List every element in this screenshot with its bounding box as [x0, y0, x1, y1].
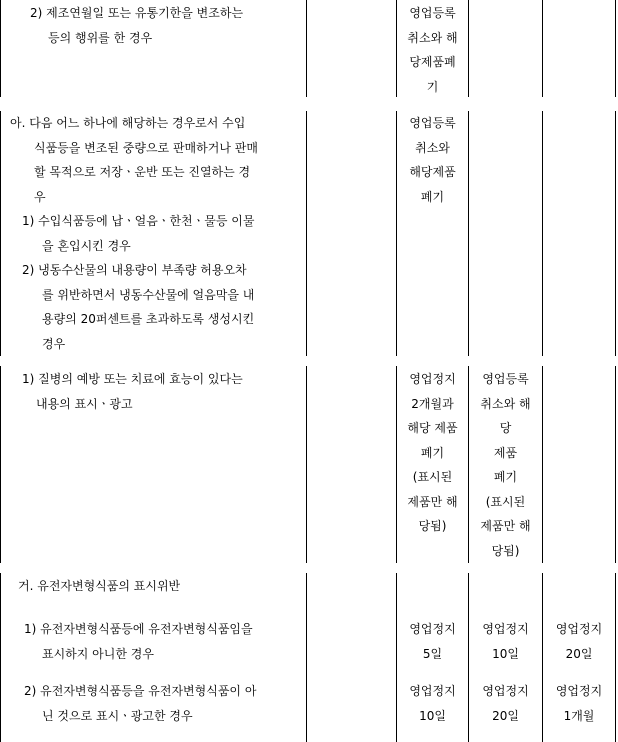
description-line: 할 목적으로 저장ㆍ운반 또는 진열하는 경: [34, 165, 251, 179]
description-line: 경우: [42, 336, 66, 351]
table-row: [0, 679, 618, 729]
table-row: [0, 617, 618, 667]
violation-description: [0, 679, 306, 728]
description-line: 2) 냉동수산물의 내용량이 부족량 허용오차: [22, 263, 247, 277]
penalty-line: 폐기: [420, 445, 445, 460]
penalty-line: 당됨): [491, 543, 520, 558]
violation-description: [0, 111, 306, 356]
penalty-c1: [397, 1, 468, 99]
violation-description: [0, 617, 306, 666]
violation-description: [0, 1, 306, 50]
table-row: [0, 574, 618, 604]
description-line: 아. 다음 어느 하나에 해당하는 경우로서 수입: [10, 116, 246, 130]
penalty-line: 10일: [492, 646, 519, 661]
penalty-line: 20일: [565, 646, 593, 661]
table-row: [0, 367, 618, 563]
description-line: 를 위반하면서 냉동수산물에 얼음막을 내: [42, 287, 255, 302]
table-row: [0, 1, 618, 97]
row-gap: [0, 97, 618, 111]
violation-description: [0, 367, 306, 416]
penalty-c2: [469, 617, 542, 666]
description-line: 닌 것으로 표시ㆍ광고한 경우: [42, 708, 193, 723]
penalty-line: 영업정지: [409, 684, 456, 698]
penalty-line: 취소와: [415, 140, 450, 155]
penalty-line: 영업등록: [409, 6, 456, 20]
penalty-c1: [397, 679, 468, 728]
penalty-c1: [397, 617, 468, 666]
row-gap: [0, 563, 618, 573]
description-line: 거. 유전자변형식품의 표시위반: [18, 579, 181, 593]
penalty-line: 5일: [422, 646, 443, 661]
penalty-c2: [469, 679, 542, 728]
penalty-line: 영업정지: [482, 622, 529, 636]
penalty-line: 20일: [492, 708, 519, 723]
penalty-line: 폐기: [420, 189, 445, 204]
violation-description: [0, 574, 306, 599]
penalty-line: 해당 제품: [407, 421, 458, 435]
description-line: 2) 제조연월일 또는 유통기한을 변조하는: [30, 6, 244, 20]
row-gap: [0, 356, 618, 366]
penalty-c1: [397, 367, 468, 539]
penalty-line: 영업정지: [555, 622, 603, 636]
description-line: 등의 행위를 한 경우: [48, 30, 153, 45]
description-line: 내용의 표시ㆍ광고: [36, 396, 133, 411]
penalty-line: 제품만 해: [407, 494, 458, 509]
description-line: 을 혼입시킨 경우: [42, 238, 131, 253]
penalty-line: 제품만 해: [480, 519, 531, 533]
penalty-line: (표시된: [412, 470, 453, 484]
description-line: 식품등을 변조된 중량으로 판매하거나 판매: [34, 140, 258, 155]
penalty-c3: [543, 617, 615, 666]
penalty-c1: [397, 111, 468, 209]
description-line: 1) 질병의 예방 또는 치료에 효능이 있다는: [22, 372, 243, 386]
penalty-line: 1개월: [563, 708, 595, 723]
penalty-line: 당됨): [418, 519, 447, 533]
penalty-line: 제품: [493, 445, 518, 460]
penalty-line: 폐기: [493, 470, 518, 484]
penalty-line: 당제품폐: [409, 55, 456, 69]
penalty-line: 영업정지: [555, 684, 603, 698]
penalty-line: 해당제품: [409, 165, 456, 179]
penalty-line: 영업등록: [409, 116, 456, 130]
penalty-c2: [469, 367, 542, 563]
penalty-line: 취소와 해: [407, 30, 458, 45]
description-line: 1) 수입식품등에 납ㆍ얼음ㆍ한천ㆍ물등 이물: [22, 214, 255, 228]
penalty-line: 영업등록: [482, 372, 529, 386]
penalty-c3: [543, 679, 615, 728]
description-line: 1) 유전자변형식품등에 유전자변형식품임을: [24, 622, 253, 636]
penalty-line: 취소와 해: [480, 396, 531, 411]
penalty-line: 기: [426, 79, 439, 94]
penalty-line: 영업정지: [482, 684, 529, 698]
penalty-line: 영업정지: [409, 372, 456, 386]
penalty-line: 10일: [419, 708, 446, 723]
description-line: 우: [34, 189, 46, 204]
penalty-line: 2개월과: [411, 396, 454, 411]
penalty-line: 당: [499, 421, 512, 435]
penalty-line: 영업정지: [409, 622, 456, 636]
description-line: 용량의 20퍼센트를 초과하도록 생성시킨: [42, 312, 255, 326]
description-line: 2) 유전자변형식품등을 유전자변형식품이 아: [24, 684, 257, 698]
penalty-line: (표시된: [485, 494, 526, 509]
table-row: [0, 111, 618, 356]
description-line: 표시하지 아니한 경우: [42, 646, 154, 661]
